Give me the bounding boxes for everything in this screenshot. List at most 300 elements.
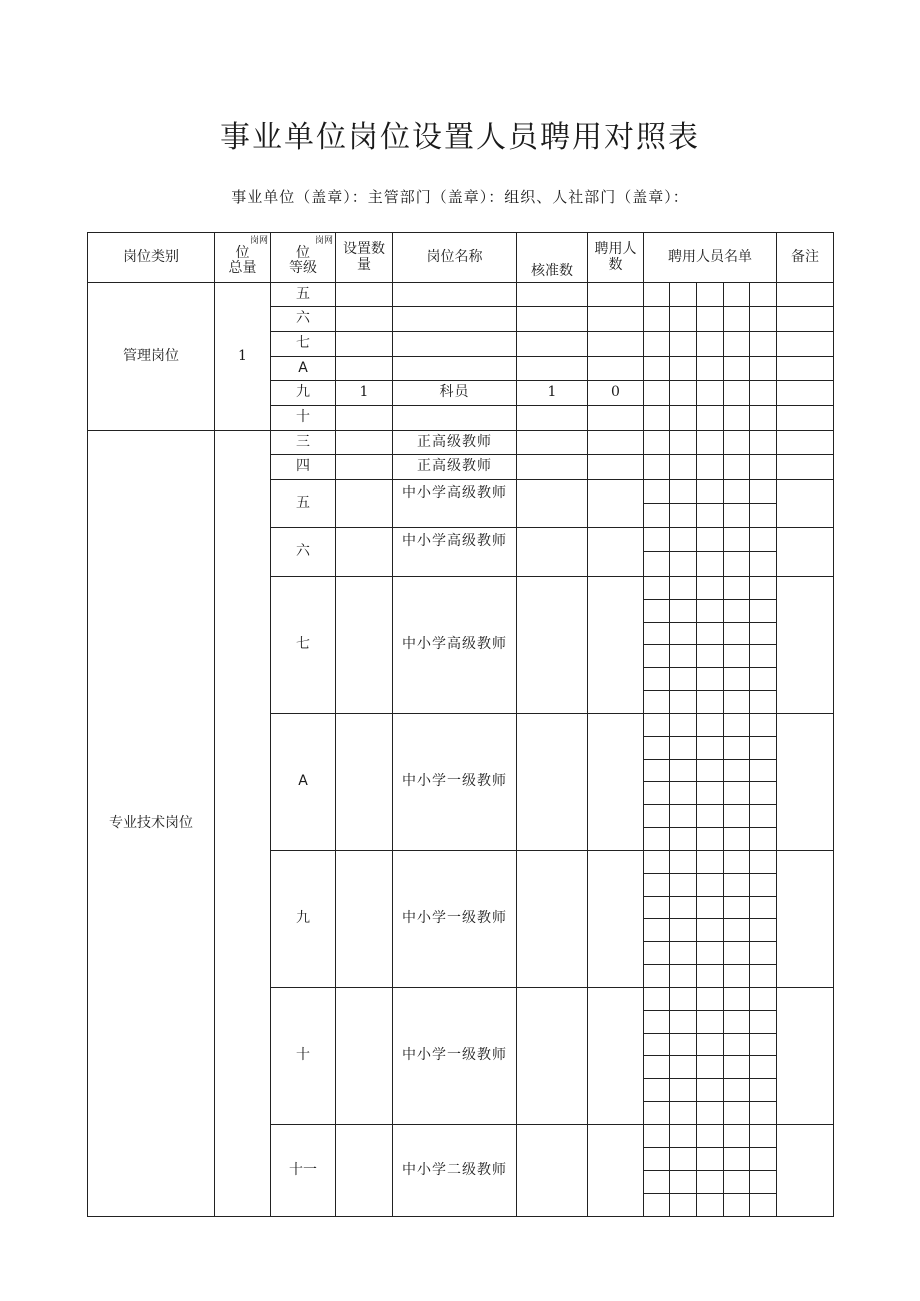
staff-name-cell[interactable] <box>644 828 670 851</box>
staff-name-cell[interactable] <box>644 1079 670 1102</box>
remark-cell[interactable] <box>777 332 834 357</box>
set-count-cell[interactable] <box>336 357 393 381</box>
approved-cell[interactable] <box>517 406 588 431</box>
staff-name-cell[interactable] <box>644 874 670 897</box>
staff-name-cell[interactable] <box>697 431 724 455</box>
staff-name-cell[interactable] <box>750 760 777 782</box>
post-name-cell[interactable]: 正高级教师 <box>393 455 517 480</box>
post-name-cell[interactable]: 科员 <box>393 381 517 406</box>
staff-name-cell[interactable] <box>644 668 670 691</box>
staff-name-cell[interactable] <box>750 1102 777 1125</box>
set-count-cell[interactable] <box>336 577 393 714</box>
staff-name-cell[interactable] <box>670 1171 697 1194</box>
staff-name-cell[interactable] <box>724 1079 750 1102</box>
approved-cell[interactable] <box>517 431 588 455</box>
staff-name-cell[interactable] <box>644 528 670 552</box>
approved-cell[interactable] <box>517 988 588 1125</box>
staff-name-cell[interactable] <box>697 965 724 988</box>
post-name-cell[interactable]: 中小学高级教师 <box>393 577 517 714</box>
staff-name-cell[interactable] <box>670 406 697 431</box>
staff-name-cell[interactable] <box>750 851 777 874</box>
staff-name-cell[interactable] <box>750 623 777 645</box>
staff-name-cell[interactable] <box>697 577 724 600</box>
staff-name-cell[interactable] <box>644 897 670 919</box>
post-name-cell[interactable]: 中小学一级教师 <box>393 988 517 1125</box>
post-name-cell[interactable] <box>393 307 517 332</box>
staff-name-cell[interactable] <box>697 455 724 480</box>
remark-cell[interactable] <box>777 714 834 851</box>
staff-name-cell[interactable] <box>670 577 697 600</box>
post-name-cell[interactable]: 中小学一级教师 <box>393 851 517 988</box>
approved-cell[interactable] <box>517 851 588 988</box>
staff-name-cell[interactable] <box>670 623 697 645</box>
staff-name-cell[interactable] <box>670 1034 697 1056</box>
remark-cell[interactable] <box>777 528 834 577</box>
remark-cell[interactable] <box>777 357 834 381</box>
grade-cell: 九 <box>271 381 336 406</box>
header-grade-mark: 岗网 <box>314 235 333 246</box>
grade-cell: 三 <box>271 431 336 455</box>
approved-cell[interactable] <box>517 1125 588 1217</box>
set-count-cell[interactable] <box>336 714 393 851</box>
staff-name-cell[interactable] <box>697 307 724 332</box>
staff-name-cell[interactable] <box>750 431 777 455</box>
staff-name-cell[interactable] <box>724 1148 750 1171</box>
staff-name-cell[interactable] <box>644 600 670 623</box>
remark-cell[interactable] <box>777 1125 834 1217</box>
staff-name-cell[interactable] <box>724 828 750 851</box>
staff-name-cell[interactable] <box>724 1171 750 1194</box>
staff-name-cell[interactable] <box>697 737 724 760</box>
remark-cell[interactable] <box>777 283 834 307</box>
staff-name-cell[interactable] <box>644 1056 670 1079</box>
staff-name-cell[interactable] <box>750 1148 777 1171</box>
staff-name-cell[interactable] <box>724 1194 750 1217</box>
staff-name-cell[interactable] <box>670 552 697 577</box>
set-count-cell[interactable] <box>336 406 393 431</box>
staff-name-cell[interactable] <box>670 988 697 1011</box>
staff-name-cell[interactable] <box>750 988 777 1011</box>
set-count-cell[interactable] <box>336 988 393 1125</box>
staff-name-cell[interactable] <box>750 332 777 357</box>
staff-name-cell[interactable] <box>724 332 750 357</box>
set-count-cell[interactable]: 1 <box>336 381 393 406</box>
staff-name-cell[interactable] <box>750 897 777 919</box>
staff-name-cell[interactable] <box>670 942 697 965</box>
staff-name-cell[interactable] <box>750 406 777 431</box>
staff-name-cell[interactable] <box>644 552 670 577</box>
header-total-mark: 岗网 <box>249 235 268 246</box>
staff-name-cell[interactable] <box>697 528 724 552</box>
staff-name-cell[interactable] <box>697 668 724 691</box>
staff-name-cell[interactable] <box>724 307 750 332</box>
set-count-cell[interactable] <box>336 528 393 577</box>
grade-cell: A <box>271 714 336 851</box>
stamp-line: 事业单位（盖章）：主管部门（盖章）：组织、人社部门（盖章）： <box>231 188 689 206</box>
hired-cell[interactable]: 0 <box>588 381 644 406</box>
staff-name-cell[interactable] <box>644 307 670 332</box>
staff-name-cell[interactable] <box>750 919 777 942</box>
approved-cell[interactable]: 1 <box>517 381 588 406</box>
header-post-name: 岗位名称 <box>393 233 517 283</box>
staff-name-cell[interactable] <box>724 965 750 988</box>
approved-cell[interactable] <box>517 528 588 577</box>
staff-name-cell[interactable] <box>724 528 750 552</box>
staff-name-cell[interactable] <box>644 332 670 357</box>
staff-name-cell[interactable] <box>750 528 777 552</box>
approved-cell[interactable] <box>517 332 588 357</box>
post-name-cell[interactable]: 中小学二级教师 <box>393 1125 517 1217</box>
staff-name-cell[interactable] <box>750 828 777 851</box>
hired-cell[interactable] <box>588 431 644 455</box>
staff-name-cell[interactable] <box>670 691 697 714</box>
staff-name-cell[interactable] <box>724 431 750 455</box>
staff-name-cell[interactable] <box>644 942 670 965</box>
post-name-cell[interactable]: 中小学一级教师 <box>393 714 517 851</box>
set-count-cell[interactable] <box>336 851 393 988</box>
staff-name-cell[interactable] <box>644 1011 670 1034</box>
staff-name-cell[interactable] <box>750 1125 777 1148</box>
staff-name-cell[interactable] <box>644 1171 670 1194</box>
staff-name-cell[interactable] <box>644 691 670 714</box>
staff-name-cell[interactable] <box>697 645 724 668</box>
staff-name-cell[interactable] <box>697 600 724 623</box>
hired-cell[interactable] <box>588 577 644 714</box>
staff-name-cell[interactable] <box>724 645 750 668</box>
staff-name-cell[interactable] <box>750 805 777 828</box>
staff-name-cell[interactable] <box>697 897 724 919</box>
staff-name-cell[interactable] <box>670 480 697 504</box>
staff-name-cell[interactable] <box>670 1125 697 1148</box>
staff-name-cell[interactable] <box>697 942 724 965</box>
header-hired: 聘用人 数 <box>588 233 644 283</box>
staff-name-cell[interactable] <box>670 1011 697 1034</box>
set-count-cell[interactable] <box>336 307 393 332</box>
staff-name-cell[interactable] <box>670 1079 697 1102</box>
staff-name-cell[interactable] <box>670 760 697 782</box>
staff-name-cell[interactable] <box>750 645 777 668</box>
staff-name-cell[interactable] <box>724 1011 750 1034</box>
staff-name-cell[interactable] <box>697 480 724 504</box>
staff-name-cell[interactable] <box>750 874 777 897</box>
staff-name-cell[interactable] <box>644 577 670 600</box>
hired-cell[interactable] <box>588 455 644 480</box>
staff-name-cell[interactable] <box>644 782 670 805</box>
remark-cell[interactable] <box>777 480 834 528</box>
staff-name-cell[interactable] <box>724 691 750 714</box>
staff-name-cell[interactable] <box>750 737 777 760</box>
hired-cell[interactable] <box>588 988 644 1125</box>
staff-name-cell[interactable] <box>724 283 750 307</box>
hired-cell[interactable] <box>588 307 644 332</box>
staff-name-cell[interactable] <box>724 600 750 623</box>
staff-name-cell[interactable] <box>697 381 724 406</box>
staff-name-cell[interactable] <box>697 1125 724 1148</box>
staff-name-cell[interactable] <box>670 805 697 828</box>
approved-cell[interactable] <box>517 577 588 714</box>
approved-cell[interactable] <box>517 357 588 381</box>
grade-cell: 六 <box>271 528 336 577</box>
staff-name-cell[interactable] <box>697 874 724 897</box>
staff-name-cell[interactable] <box>670 431 697 455</box>
staff-name-cell[interactable] <box>750 381 777 406</box>
remark-cell[interactable] <box>777 988 834 1125</box>
remark-cell[interactable] <box>777 307 834 332</box>
staff-name-cell[interactable] <box>670 528 697 552</box>
staff-name-cell[interactable] <box>724 1125 750 1148</box>
post-name-cell[interactable]: 中小学高级教师 <box>393 480 517 528</box>
staff-name-cell[interactable] <box>670 357 697 381</box>
staff-name-cell[interactable] <box>697 851 724 874</box>
staff-name-cell[interactable] <box>697 406 724 431</box>
hired-cell[interactable] <box>588 332 644 357</box>
staff-name-cell[interactable] <box>644 919 670 942</box>
hired-cell[interactable] <box>588 283 644 307</box>
staff-name-cell[interactable] <box>750 782 777 805</box>
approved-cell[interactable] <box>517 455 588 480</box>
staff-name-cell[interactable] <box>670 1102 697 1125</box>
staff-name-cell[interactable] <box>750 1034 777 1056</box>
staff-name-cell[interactable] <box>750 455 777 480</box>
staff-name-cell[interactable] <box>697 332 724 357</box>
staff-name-cell[interactable] <box>697 714 724 737</box>
post-name-cell[interactable] <box>393 283 517 307</box>
staff-name-cell[interactable] <box>750 480 777 504</box>
staff-name-cell[interactable] <box>670 332 697 357</box>
approved-cell[interactable] <box>517 283 588 307</box>
staff-name-cell[interactable] <box>724 623 750 645</box>
staff-name-cell[interactable] <box>750 552 777 577</box>
staff-name-cell[interactable] <box>670 851 697 874</box>
staff-name-cell[interactable] <box>750 668 777 691</box>
grade-cell: 十 <box>271 988 336 1125</box>
post-name-cell[interactable]: 正高级教师 <box>393 431 517 455</box>
staff-name-cell[interactable] <box>697 1102 724 1125</box>
staff-name-cell[interactable] <box>724 504 750 528</box>
staff-name-cell[interactable] <box>670 645 697 668</box>
staff-name-cell[interactable] <box>724 805 750 828</box>
remark-cell[interactable] <box>777 431 834 455</box>
staff-name-cell[interactable] <box>697 552 724 577</box>
staff-name-cell[interactable] <box>644 431 670 455</box>
hired-cell[interactable] <box>588 406 644 431</box>
staff-name-cell[interactable] <box>724 406 750 431</box>
post-name-cell[interactable]: 中小学高级教师 <box>393 528 517 577</box>
staff-name-cell[interactable] <box>724 782 750 805</box>
staff-name-cell[interactable] <box>697 1148 724 1171</box>
set-count-cell[interactable] <box>336 283 393 307</box>
staff-name-cell[interactable] <box>670 307 697 332</box>
hired-cell[interactable] <box>588 851 644 988</box>
staff-name-cell[interactable] <box>670 1148 697 1171</box>
set-count-cell[interactable] <box>336 455 393 480</box>
post-name-cell[interactable] <box>393 332 517 357</box>
remark-cell[interactable] <box>777 455 834 480</box>
staff-name-cell[interactable] <box>697 805 724 828</box>
remark-cell[interactable] <box>777 381 834 406</box>
staff-name-cell[interactable] <box>750 1011 777 1034</box>
staff-name-cell[interactable] <box>724 1034 750 1056</box>
staff-name-cell[interactable] <box>644 1034 670 1056</box>
category-professional: 专业技术岗位 <box>88 431 215 1217</box>
professional-total[interactable] <box>215 431 271 1217</box>
staff-name-cell[interactable] <box>750 307 777 332</box>
staff-name-cell[interactable] <box>670 828 697 851</box>
page-title: 事业单位岗位设置人员聘用对照表 <box>220 120 700 155</box>
staff-name-cell[interactable] <box>724 942 750 965</box>
staff-name-cell[interactable] <box>644 1194 670 1217</box>
staff-name-cell[interactable] <box>644 851 670 874</box>
staff-name-cell[interactable] <box>724 381 750 406</box>
staff-name-cell[interactable] <box>750 504 777 528</box>
staff-name-cell[interactable] <box>697 1194 724 1217</box>
staff-name-cell[interactable] <box>724 552 750 577</box>
staff-name-cell[interactable] <box>724 714 750 737</box>
staff-name-cell[interactable] <box>750 714 777 737</box>
staff-name-cell[interactable] <box>670 1194 697 1217</box>
staff-name-cell[interactable] <box>724 357 750 381</box>
staff-name-cell[interactable] <box>644 381 670 406</box>
staff-name-cell[interactable] <box>644 988 670 1011</box>
staff-name-cell[interactable] <box>750 1079 777 1102</box>
staff-name-cell[interactable] <box>670 381 697 406</box>
staff-name-cell[interactable] <box>644 623 670 645</box>
hired-cell[interactable] <box>588 714 644 851</box>
staff-name-cell[interactable] <box>697 1034 724 1056</box>
approved-cell[interactable] <box>517 480 588 528</box>
hired-cell[interactable] <box>588 1125 644 1217</box>
management-total: 1 <box>215 283 271 431</box>
remark-cell[interactable] <box>777 406 834 431</box>
staff-name-cell[interactable] <box>697 1079 724 1102</box>
staff-name-cell[interactable] <box>750 283 777 307</box>
staff-name-cell[interactable] <box>750 357 777 381</box>
approved-cell[interactable] <box>517 307 588 332</box>
staff-name-cell[interactable] <box>644 760 670 782</box>
set-count-cell[interactable] <box>336 332 393 357</box>
staff-name-cell[interactable] <box>670 504 697 528</box>
grade-cell: 十一 <box>271 1125 336 1217</box>
staff-name-cell[interactable] <box>697 988 724 1011</box>
post-name-cell[interactable] <box>393 357 517 381</box>
staff-name-cell[interactable] <box>644 455 670 480</box>
staff-name-cell[interactable] <box>724 874 750 897</box>
staff-name-cell[interactable] <box>697 357 724 381</box>
hired-cell[interactable] <box>588 357 644 381</box>
grade-cell: 四 <box>271 455 336 480</box>
staff-name-cell[interactable] <box>644 1148 670 1171</box>
set-count-cell[interactable] <box>336 480 393 528</box>
staff-name-cell[interactable] <box>644 645 670 668</box>
table-row <box>88 283 834 307</box>
hired-cell[interactable] <box>588 480 644 528</box>
staff-name-cell[interactable] <box>750 965 777 988</box>
staff-name-cell[interactable] <box>670 668 697 691</box>
staff-name-cell[interactable] <box>644 480 670 504</box>
staff-name-cell[interactable] <box>697 828 724 851</box>
staff-name-cell[interactable] <box>750 942 777 965</box>
staff-name-cell[interactable] <box>724 737 750 760</box>
approved-cell[interactable] <box>517 714 588 851</box>
staff-name-cell[interactable] <box>644 357 670 381</box>
staff-name-cell[interactable] <box>670 874 697 897</box>
staff-name-cell[interactable] <box>750 1194 777 1217</box>
category-management: 管理岗位 <box>88 283 215 431</box>
staff-name-cell[interactable] <box>697 691 724 714</box>
staff-name-cell[interactable] <box>644 1125 670 1148</box>
staff-name-cell[interactable] <box>697 283 724 307</box>
staff-name-cell[interactable] <box>644 714 670 737</box>
staff-name-cell[interactable] <box>644 504 670 528</box>
grade-cell: 七 <box>271 577 336 714</box>
staff-name-cell[interactable] <box>670 714 697 737</box>
header-grade: 岗网 位 等级 <box>271 233 336 283</box>
staff-name-cell[interactable] <box>670 897 697 919</box>
grade-cell: 五 <box>271 283 336 307</box>
staff-name-cell[interactable] <box>750 691 777 714</box>
staff-name-cell[interactable] <box>724 1102 750 1125</box>
staff-name-cell[interactable] <box>697 1011 724 1034</box>
staff-name-cell[interactable] <box>750 577 777 600</box>
set-count-cell[interactable] <box>336 1125 393 1217</box>
staff-name-cell[interactable] <box>724 668 750 691</box>
staff-name-cell[interactable] <box>724 760 750 782</box>
staff-name-cell[interactable] <box>697 504 724 528</box>
staff-name-cell[interactable] <box>670 737 697 760</box>
remark-cell[interactable] <box>777 851 834 988</box>
staff-name-cell[interactable] <box>724 480 750 504</box>
hired-cell[interactable] <box>588 528 644 577</box>
staff-name-cell[interactable] <box>750 1056 777 1079</box>
staff-name-cell[interactable] <box>644 737 670 760</box>
set-count-cell[interactable] <box>336 431 393 455</box>
post-name-cell[interactable] <box>393 406 517 431</box>
grade-cell: 六 <box>271 307 336 332</box>
staff-name-cell[interactable] <box>697 760 724 782</box>
staff-name-cell[interactable] <box>750 600 777 623</box>
staff-name-cell[interactable] <box>670 782 697 805</box>
staff-name-cell[interactable] <box>724 577 750 600</box>
staff-name-cell[interactable] <box>697 1056 724 1079</box>
staff-name-cell[interactable] <box>644 283 670 307</box>
staff-name-cell[interactable] <box>670 919 697 942</box>
staff-name-cell[interactable] <box>724 455 750 480</box>
staff-name-cell[interactable] <box>644 406 670 431</box>
staff-name-cell[interactable] <box>724 1056 750 1079</box>
staff-name-cell[interactable] <box>724 851 750 874</box>
staff-name-cell[interactable] <box>724 988 750 1011</box>
staff-name-cell[interactable] <box>724 897 750 919</box>
staff-name-cell[interactable] <box>670 600 697 623</box>
staff-name-cell[interactable] <box>644 805 670 828</box>
staff-name-cell[interactable] <box>644 965 670 988</box>
grade-cell: 十 <box>271 406 336 431</box>
staff-name-cell[interactable] <box>697 1171 724 1194</box>
staff-name-cell[interactable] <box>670 283 697 307</box>
staff-name-cell[interactable] <box>750 1171 777 1194</box>
header-set-count: 设置数 量 <box>336 233 393 283</box>
remark-cell[interactable] <box>777 577 834 714</box>
staff-name-cell[interactable] <box>644 1102 670 1125</box>
staff-name-cell[interactable] <box>697 919 724 942</box>
staff-name-cell[interactable] <box>697 623 724 645</box>
staff-name-cell[interactable] <box>670 1056 697 1079</box>
staff-name-cell[interactable] <box>697 782 724 805</box>
staff-name-cell[interactable] <box>670 455 697 480</box>
staff-name-cell[interactable] <box>670 965 697 988</box>
staff-name-cell[interactable] <box>724 919 750 942</box>
staffing-table <box>87 232 834 1217</box>
